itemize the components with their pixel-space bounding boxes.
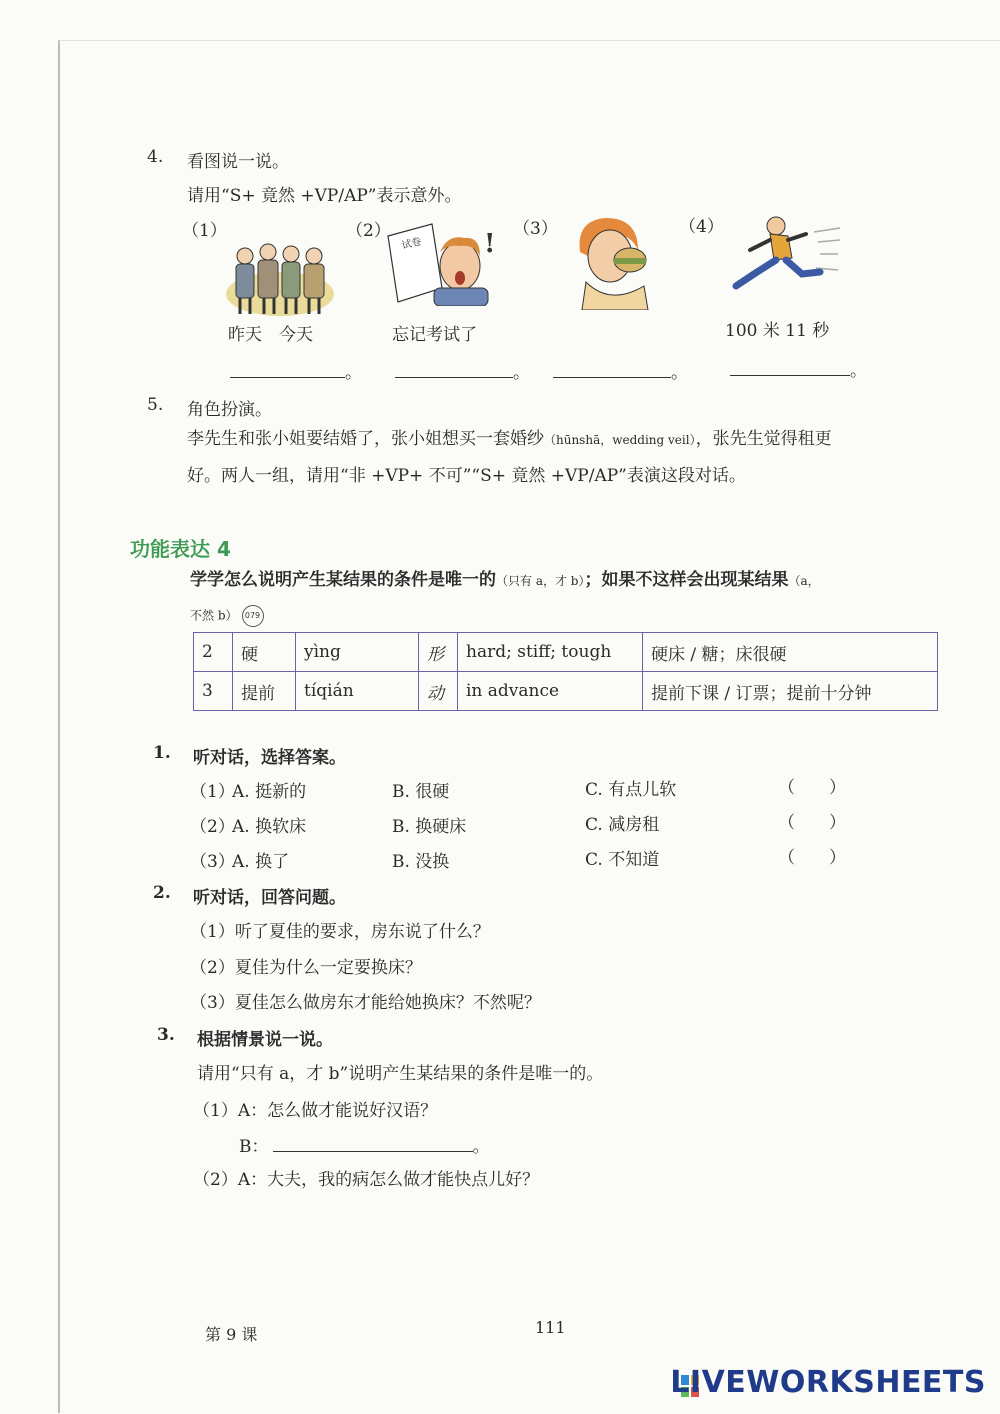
section-desc-gloss1: （只有 a，才 b） bbox=[496, 574, 585, 588]
ex1-item2-num: （2） bbox=[190, 817, 235, 837]
ex3-title: 根据情景说一说。 bbox=[197, 1030, 333, 1050]
q4-answer-blank-2[interactable] bbox=[395, 358, 530, 383]
ex1-item3-option-a[interactable]: A. 换了 bbox=[232, 852, 290, 872]
liveworksheets-watermark: LIVEWORKSHEETS bbox=[670, 1365, 986, 1400]
q4-pic4-caption: 100 米 11 秒 bbox=[725, 321, 830, 341]
vocab-english: hard; stiff; tough bbox=[458, 633, 643, 672]
blank-period: 。 bbox=[850, 361, 867, 381]
exam-paper-label: 试卷 bbox=[400, 236, 423, 252]
vocab-pinyin: yìng bbox=[296, 633, 419, 672]
ex2-title: 听对话，回答问题。 bbox=[193, 888, 346, 908]
section-desc-b: ；如果不这样会出现某结果 bbox=[584, 570, 789, 590]
vocab-table bbox=[193, 632, 938, 711]
q4-number: 4. bbox=[147, 147, 164, 167]
ex3-b-answer bbox=[239, 1132, 490, 1157]
table-row bbox=[194, 633, 938, 672]
ex1-title: 听对话，选择答案。 bbox=[193, 748, 346, 768]
ex2-question-2: （2）夏佳为什么一定要换床？ bbox=[190, 958, 422, 978]
q4-pic4-label: （4） bbox=[679, 217, 724, 237]
q5-line1-gloss: （hūnshā，wedding veil） bbox=[544, 433, 696, 447]
running-man-icon bbox=[730, 212, 842, 302]
footer-lesson: 第 9 课 bbox=[205, 1325, 258, 1344]
q4-pic1-label: （1） bbox=[182, 221, 227, 241]
svg-text:!: ! bbox=[484, 229, 496, 259]
q4-answer-blank-3[interactable] bbox=[553, 358, 688, 383]
ex1-item3-answer-box[interactable]: （ ） bbox=[778, 848, 846, 868]
ex1-item2-option-c[interactable]: C. 减房租 bbox=[585, 815, 660, 835]
vocab-example: 硬床 / 糖；床很硬 bbox=[643, 633, 938, 672]
section-desc-line2 bbox=[190, 605, 264, 627]
q5-line1 bbox=[187, 424, 832, 449]
q4-pic2-label: （2） bbox=[346, 221, 391, 241]
vocab-word: 硬 bbox=[233, 633, 296, 672]
vocab-example: 提前下课 / 订票；提前十分钟 bbox=[643, 672, 938, 711]
ex1-item3-num: （3） bbox=[190, 852, 235, 872]
woman-eating-burger-icon bbox=[566, 212, 666, 310]
section-desc bbox=[190, 565, 820, 590]
q5-title: 角色扮演。 bbox=[187, 400, 272, 420]
ex3-instruction: 请用“只有 a，才 b”说明产生某结果的条件是唯一的。 bbox=[197, 1064, 604, 1084]
ex1-item3-option-b[interactable]: B. 没换 bbox=[392, 852, 450, 872]
q4-title: 看图说一说。 bbox=[187, 152, 289, 172]
ex1-item2-option-a[interactable]: A. 换软床 bbox=[232, 817, 307, 837]
q5-line1-b: ，张先生觉得租更 bbox=[695, 429, 832, 449]
ex1-item2-option-b[interactable]: B. 换硬床 bbox=[392, 817, 467, 837]
shocked-student-exam-icon bbox=[382, 222, 502, 306]
page-frame bbox=[58, 40, 1000, 1413]
q5-line1-a: 李先生和张小姐要结婚了，张小姐想买一套婚纱 bbox=[187, 429, 544, 449]
ex2-number: 2. bbox=[153, 883, 171, 903]
ex1-item2-answer-box[interactable]: （ ） bbox=[778, 813, 846, 833]
section-title: 功能表达 4 bbox=[130, 537, 231, 561]
vocab-pos: 动 bbox=[419, 672, 458, 711]
people-group-icon bbox=[224, 234, 336, 318]
ex1-item1-option-a[interactable]: A. 挺新的 bbox=[232, 782, 307, 802]
table-row bbox=[194, 672, 938, 711]
vocab-num: 2 bbox=[194, 633, 233, 672]
ex3-b-blank[interactable] bbox=[273, 1149, 473, 1152]
blank-period: 。 bbox=[345, 363, 362, 383]
ex1-item1-num: （1） bbox=[190, 782, 235, 802]
q4-answer-blank-1[interactable] bbox=[230, 358, 362, 383]
footer-page-number: 111 bbox=[535, 1318, 566, 1337]
vocab-pinyin: tíqián bbox=[296, 672, 419, 711]
section-desc-gloss2: （a， bbox=[788, 574, 820, 588]
vocab-pos: 形 bbox=[419, 633, 458, 672]
ex1-item1-option-c[interactable]: C. 有点儿软 bbox=[585, 780, 677, 800]
ex3-number: 3. bbox=[157, 1025, 175, 1045]
blank-period: 。 bbox=[671, 363, 688, 383]
section-desc-a: 学学怎么说明产生某结果的条件是唯一的 bbox=[190, 570, 496, 590]
q4-pic3-label: （3） bbox=[513, 219, 558, 239]
ex1-item1-option-b[interactable]: B. 很硬 bbox=[392, 782, 450, 802]
audio-track-icon[interactable]: 079 bbox=[242, 605, 264, 627]
blank-period: 。 bbox=[513, 363, 530, 383]
ex1-item3-option-c[interactable]: C. 不知道 bbox=[585, 850, 660, 870]
q4-answer-blank-4[interactable] bbox=[730, 356, 867, 381]
vocab-word: 提前 bbox=[233, 672, 296, 711]
q4-pic1-caption: 昨天 今天 bbox=[228, 325, 313, 345]
ex1-number: 1. bbox=[153, 743, 171, 763]
q4-pic2-caption: 忘记考试了 bbox=[392, 325, 477, 345]
vocab-num: 3 bbox=[194, 672, 233, 711]
ex2-question-3: （3）夏佳怎么做房东才能给她换床？不然呢？ bbox=[190, 993, 541, 1013]
ex3-q2: （2）A：大夫，我的病怎么做才能快点儿好？ bbox=[193, 1170, 540, 1190]
q5-line2: 好。两人一组，请用“非 +VP+ 不可”“S+ 竟然 +VP/AP”表演这段对话。 bbox=[187, 466, 746, 486]
section-desc-line2-text: 不然 b） bbox=[190, 608, 238, 623]
ex3-q1: （1）A：怎么做才能说好汉语？ bbox=[193, 1101, 438, 1121]
ex1-item1-answer-box[interactable]: （ ） bbox=[778, 778, 846, 798]
q4-instruction: 请用“S+ 竟然 +VP/AP”表示意外。 bbox=[187, 186, 462, 206]
ex2-question-1: （1）听了夏佳的要求，房东说了什么？ bbox=[190, 922, 490, 942]
ex3-b-label: B： bbox=[239, 1137, 269, 1157]
ex3-b-period: 。 bbox=[472, 1137, 490, 1157]
q5-number: 5. bbox=[147, 395, 164, 415]
vocab-english: in advance bbox=[458, 672, 643, 711]
